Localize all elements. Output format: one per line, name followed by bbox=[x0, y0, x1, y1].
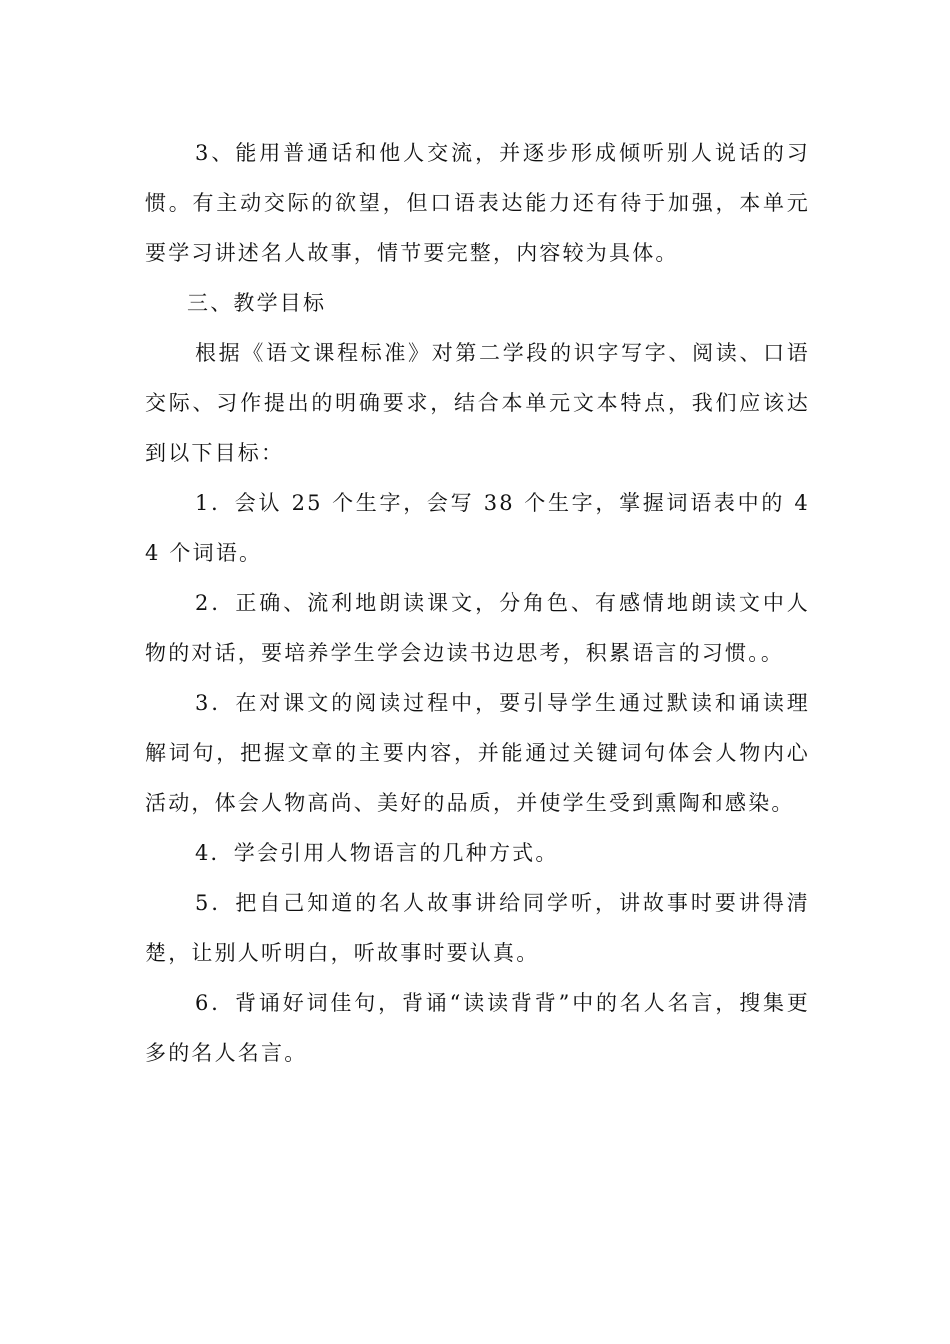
goal-item-1: 1．会认 25 个生字，会写 38 个生字，掌握词语表中的 44 个词语。 bbox=[145, 491, 810, 565]
goal-item-5: 5．把自己知道的名人故事讲给同学听，讲故事时要讲得清楚，让别人听明白，听故事时要认真。 bbox=[145, 891, 810, 965]
goal-item-2: 2．正确、流利地朗读课文，分角色、有感情地朗读文中人物的对话，要培养学生学会边读书边思考，积累语言的习惯。。 bbox=[145, 591, 810, 665]
goal-item-6: 6．背诵好词佳句，背诵“读读背背”中的名人名言，搜集更多的名人名言。 bbox=[145, 991, 810, 1065]
section-heading-teaching-goals: 三、教学目标 bbox=[187, 291, 327, 315]
paragraph-communication-ability: 3、能用普通话和他人交流，并逐步形成倾听别人说话的习惯。有主动交际的欲望，但口语表达能力还有待于加强，本单元要学习讲述名人故事，情节要完整，内容较为具体。 bbox=[145, 141, 810, 265]
goal-item-3: 3．在对课文的阅读过程中，要引导学生通过默读和诵读理解词句，把握文章的主要内容，并能通过关键词句体会人物内心活动，体会人物高尚、美好的品质，并使学生受到熏陶和感染。 bbox=[145, 691, 810, 815]
document-body bbox=[145, 128, 810, 1078]
paragraph-goals-intro: 根据《语文课程标准》对第二学段的识字写字、阅读、口语交际、习作提出的明确要求，结合本单元文本特点，我们应该达到以下目标： bbox=[145, 341, 810, 465]
goal-item-4: 4．学会引用人物语言的几种方式。 bbox=[195, 841, 559, 865]
